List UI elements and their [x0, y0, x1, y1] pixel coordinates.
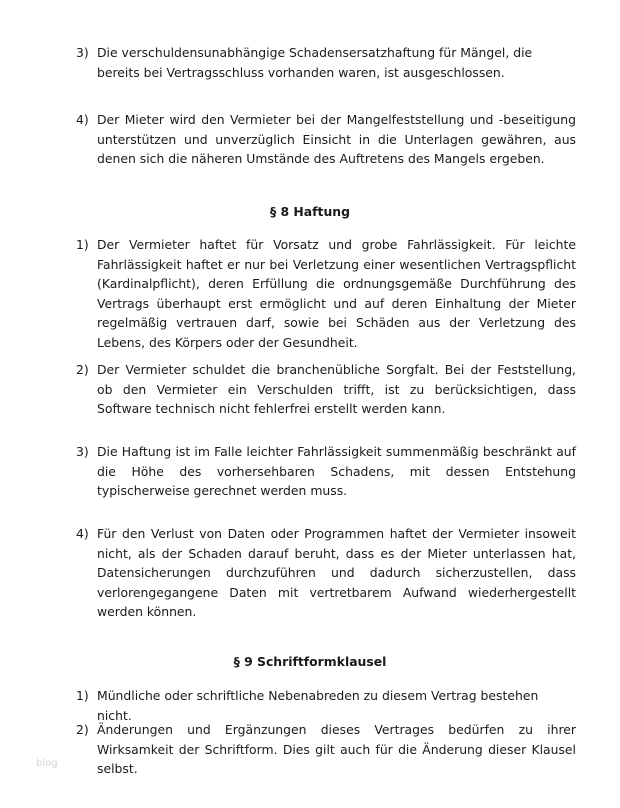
list-text: Mündliche oder schriftliche Nebenabreden zu diesem Vertrag bestehen nicht. — [97, 688, 539, 723]
list-text: Änderungen und Ergänzungen dieses Vertrages bedürfen zu ihrer Wirksamkeit der Schriftform. Dies gilt auch für die Änderung dieser Klausel selbst. — [97, 722, 576, 776]
list-text: Der Vermieter schuldet die branchenübliche Sorgfalt. Bei der Feststellung, ob den Vermieter ein Verschulden trifft, ist zu berücksichtigen, dass Software technisch nicht fehlerfrei erstellt werden kann. — [97, 362, 576, 416]
list-number: 4) — [76, 526, 89, 541]
section-heading-haftung: § 8 Haftung — [269, 204, 350, 219]
watermark: blog — [36, 758, 58, 769]
list-text: Die verschuldensunabhängige Schadensersatzhaftung für Mängel, die bereits bei Vertragsschluss vorhanden waren, ist ausgeschlossen. — [97, 45, 533, 80]
list-text: Der Mieter wird den Vermieter bei der Mangelfeststellung und -beseitigung unterstützen und unverzüglich Einsicht in die Unterlagen gewähren, aus denen sich die näheren Umstände des Auftretens des Mangels ergeben. — [97, 112, 576, 166]
list-number: 2) — [76, 722, 89, 737]
list-number: 1) — [76, 688, 89, 703]
list-text: Für den Verlust von Daten oder Programmen haftet der Vermieter insoweit nicht, als der Schaden darauf beruht, dass es der Mieter unterlassen hat, Datensicherungen durchzuführen und dadurch sicherzustellen, dass verlorengegangene Daten mit vertretbarem Aufwand wiederhergestellt werden können. — [97, 526, 576, 619]
list-number: 3) — [76, 444, 89, 459]
list-text: Die Haftung ist im Falle leichter Fahrlässigkeit summenmäßig beschränkt auf die Höhe des vorhersehbaren Schadens, mit dessen Entstehung typischerweise gerechnet werden muss. — [97, 444, 576, 498]
list-number: 4) — [76, 112, 89, 127]
section-heading-schriftform: § 9 Schriftformklausel — [233, 654, 387, 669]
list-number: 3) — [76, 45, 89, 60]
list-number: 2) — [76, 362, 89, 377]
list-number: 1) — [76, 237, 89, 252]
list-text: Der Vermieter haftet für Vorsatz und grobe Fahrlässigkeit. Für leichte Fahrlässigkeit haftet er nur bei Verletzung einer wesentlichen Vertragspflicht (Kardinalpflicht), deren Erfüllung die ordnungsgemäße Durchführung des Vertrags überhaupt erst ermöglicht und auf deren Einhaltung der Mieter regelmäßig vertrauen darf, sowie bei Schäden aus der Verletzung des Lebens, des Körpers oder der Gesundheit. — [97, 237, 576, 350]
